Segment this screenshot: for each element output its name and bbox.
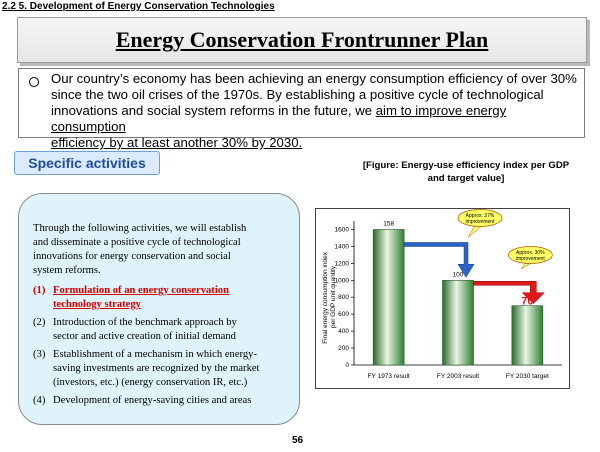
activity-text: Development of energy-saving cities and areas [53,395,252,406]
summary-line-start: innovations and social system reforms in the future, we [51,103,376,118]
activity-text: Introduction of the benchmark approach by sector and active creation of initial demand [53,317,237,342]
section-label: 2.2 5. Development of Energy Conservation Technologies [2,1,275,12]
summary-line: Our country’s economy has been achieving an energy consumption efficiency of over 30% [51,71,577,86]
activity-number: (4) [33,395,46,406]
bar [373,229,404,365]
data-label: 100 [452,271,464,279]
x-tick-label: FY 1973 result [367,373,410,380]
activity-item [33,348,297,390]
activities-list [33,284,297,412]
summary-line [51,103,581,135]
callout-37-line: Approx. 37% [465,213,495,219]
y-tick-label: 0 [345,362,349,369]
data-label: 158 [383,220,395,228]
y-tick-label: 1200 [334,260,349,268]
activity-item [33,394,297,408]
specific-activities-tab: Specific activities [14,151,160,175]
activities-intro [33,222,295,278]
activity-number: (3) [33,349,46,360]
y-tick-label: 200 [338,345,349,353]
page-number: 56 [292,435,304,446]
figure-caption: [Figure: Energy-use efficiency index per GDP and target value] [362,160,570,184]
activity-item [33,316,297,344]
y-tick-label: 600 [338,311,349,319]
efficiency-bar-chart [316,209,569,388]
intro-line: innovations for energy conservation and social [33,251,231,262]
data-label: 70 [521,295,534,308]
x-tick-label: FY 2030 target [505,373,549,380]
y-axis-label: Final energy consumption index per GDP unit quantity [322,252,337,344]
y-tick-label: 800 [338,294,349,302]
summary-box [18,68,585,150]
improvement-arrow-blue-icon [404,242,474,277]
y-tick-label: 400 [338,328,349,336]
summary-line: efficiency by at least another 30% by 2030. [51,135,303,150]
activity-item [33,284,297,312]
activity-number: (1) [33,285,46,296]
x-tick-label: FY 2003 result [436,373,480,380]
activity-text: Formulation of an energy conservation technology strategy [53,285,229,310]
summary-text [51,71,581,151]
intro-line: and disseminate a positive cycle of technological [33,237,241,248]
title-box [17,17,587,63]
summary-line: since the two oil crises of the 1970s. By establishing a positive cycle of technological [51,87,544,102]
intro-line: Through the following activities, we will establish [33,223,247,234]
bar [512,306,543,365]
callout-37-line: improvement [465,219,495,225]
intro-line: system reforms. [33,265,101,276]
activity-number: (2) [33,317,46,328]
bar [443,280,474,365]
y-tick-label: 1000 [334,277,349,285]
callout-30-line: Approx. 30% [516,250,545,256]
bullet-circle-icon [29,77,39,87]
activity-text: Establishment of a mechanism in which energy- saving investments are recognized by the market (investors, etc.) (energy conservation IR, etc.) [53,349,260,388]
page-title: Energy Conservation Frontrunner Plan [115,27,489,52]
y-tick-label: 1600 [334,226,349,234]
callout-30-line: improvement [515,256,545,262]
activities-box [18,193,300,425]
chart-frame [315,208,570,389]
summary-underlined-phrase: aim to improve energy consumption [51,103,507,134]
y-tick-label: 1400 [334,243,349,251]
improvement-arrow-red-icon [474,281,545,303]
